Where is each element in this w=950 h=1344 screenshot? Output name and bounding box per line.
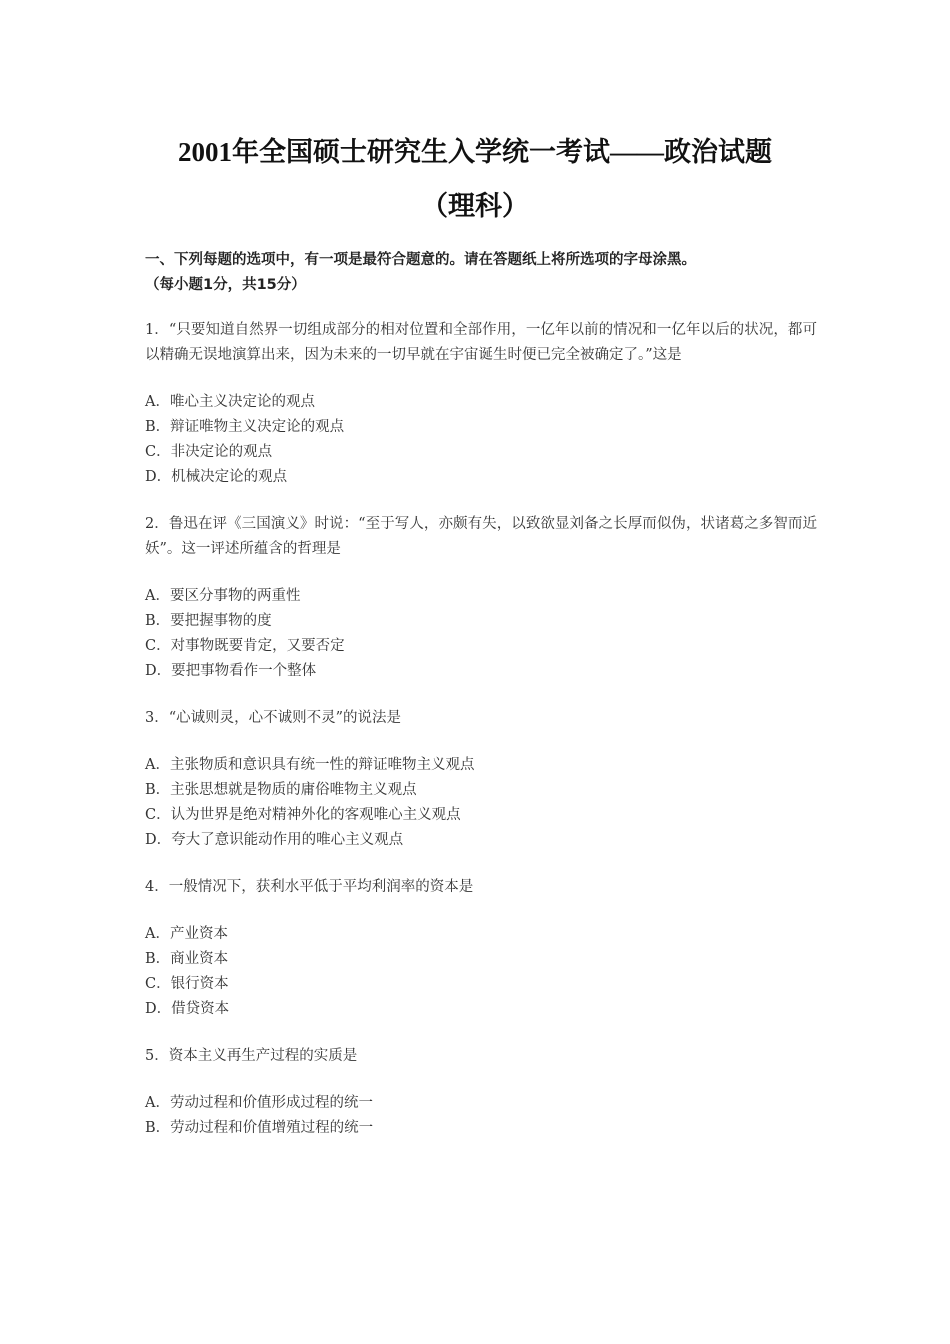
question-4 [145,875,817,1022]
option-list [145,390,817,490]
section-instruction-line-1: 一、下列每题的选项中，有一项是最符合题意的。请在答题纸上将所选项的字母涂黑。 [145,252,696,268]
option-c: C．非决定论的观点 [145,444,273,460]
question-stem: 2．鲁迅在评《三国演义》时说：“至于写人，亦颇有失，以致欲显刘备之长厚而似伪，状诸葛之多智而近妖”。这一评述所蕴含的哲理是 [145,516,817,557]
question-list [145,318,817,1163]
option-a: A．唯心主义决定论的观点 [145,394,315,410]
option-list [145,922,817,1022]
option-list [145,1091,817,1141]
option-d: D．夸大了意识能动作用的唯心主义观点 [145,832,404,848]
question-5 [145,1044,817,1141]
question-stem: 3．“心诚则灵，心不诚则不灵”的说法是 [145,710,402,726]
question-stem: 4．一般情况下，获利水平低于平均利润率的资本是 [145,879,474,895]
question-stem: 5．资本主义再生产过程的实质是 [145,1048,358,1064]
question-1 [145,318,817,490]
option-list [145,584,817,684]
option-c: C．认为世界是绝对精神外化的客观唯心主义观点 [145,807,461,823]
option-list [145,753,817,853]
option-b: B．主张思想就是物质的庸俗唯物主义观点 [145,782,417,798]
option-c: C．银行资本 [145,976,229,992]
document-subtitle: （理科） [421,191,529,221]
option-b: B．要把握事物的度 [145,613,272,629]
option-b: B．商业资本 [145,951,229,967]
question-3 [145,706,817,853]
section-instruction [145,248,825,298]
section-instruction-line-2: （每小题1分，共15分） [145,277,306,293]
option-d: D．借贷资本 [145,1001,230,1017]
option-b: B．辩证唯物主义决定论的观点 [145,419,345,435]
question-stem: 1．“只要知道自然界一切组成部分的相对位置和全部作用，一亿年以前的情况和一亿年以后的状况，都可以精确无误地演算出来，因为未来的一切早就在宇宙诞生时便已完全被确定了。”这是 [145,322,817,363]
option-a: A．要区分事物的两重性 [145,588,301,604]
option-a: A．主张物质和意识具有统一性的辩证唯物主义观点 [145,757,475,773]
option-d: D．要把事物看作一个整体 [145,663,317,679]
option-d: D．机械决定论的观点 [145,469,288,485]
option-a: A．劳动过程和价值形成过程的统一 [145,1095,373,1111]
option-b: B．劳动过程和价值增殖过程的统一 [145,1120,374,1136]
question-2 [145,512,817,684]
option-a: A．产业资本 [145,926,228,942]
document-title: 2001年全国硕士研究生入学统一考试——政治试题 [178,137,772,167]
option-c: C．对事物既要肯定，又要否定 [145,638,345,654]
